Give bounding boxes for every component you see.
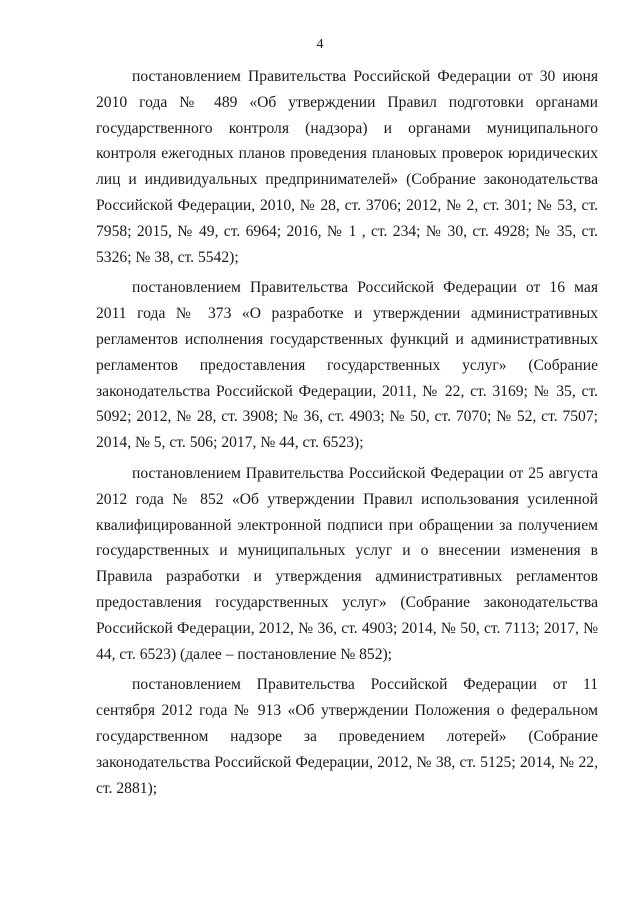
paragraph-resolution-373: постановлением Правительства Российской Федерации от 16 мая 2011 года № 373 «О разработке и утверждении административных регламентов исполнения государственных функций и административных регламентов предоставления государственных услуг» (Собрание законодательства Российской Федерации, 2011, № 22, ст. 3169; № 35, ст. 5092; 2012, № 28, ст. 3908; № 36, ст. 4903; № 50, ст. 7070; № 52, ст. 7507; 2014, № 5, ст. 506; 2017, № 44, ст. 6523); <box>96 279 598 452</box>
paragraph-resolution-913: постановлением Правительства Российской Федерации от 11 сентября 2012 года № 913 «Об утверждении Положения о федеральном государственном надзоре за проведением лотерей» (Собрание законодательства Российской Федерации, 2012, № 38, ст. 5125; 2014, № 22, ст. 2881); <box>96 676 598 797</box>
document-body <box>96 64 598 806</box>
paragraph-resolution-852: постановлением Правительства Российской Федерации от 25 августа 2012 года № 852 «Об утверждении Правил использования усиленной квалифицированной электронной подписи при обращении за получением государственных и муниципальных услуг и о внесении изменения в Правила разработки и утверждения административных регламентов предоставления государственных услуг» (Собрание законодательства Российской Федерации, 2012, № 36, ст. 4903; 2014, № 50, ст. 7113; 2017, № 44, ст. 6523) (далее – постановление № 852); <box>96 464 598 663</box>
paragraph-resolution-489: постановлением Правительства Российской Федерации от 30 июня 2010 года № 489 «Об утверждении Правил подготовки органами государственного контроля (надзора) и органами муниципального контроля ежегодных планов проведения плановых проверок юридических лиц и индивидуальных предпринимателей» (Собрание законодательства Российской Федерации, 2010, № 28, ст. 3706; 2012, № 2, ст. 301; № 53, ст. 7958; 2015, № 49, ст. 6964; 2016, № 1 , ст. 234; № 30, ст. 4928; № 35, ст. 5326; № 38, ст. 5542); <box>96 68 598 266</box>
page-number: 4 <box>316 37 324 52</box>
